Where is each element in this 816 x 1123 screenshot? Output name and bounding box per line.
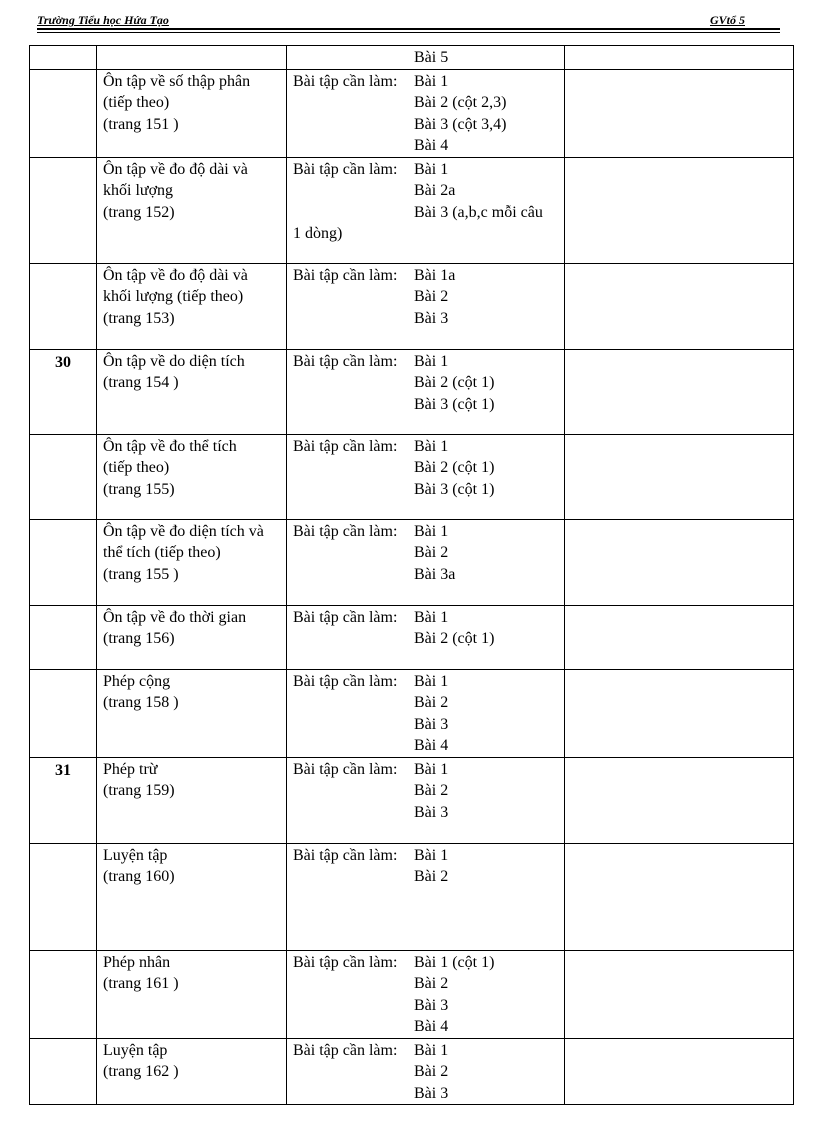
lesson-cell bbox=[97, 69, 287, 157]
tasks-cell bbox=[287, 263, 565, 349]
lesson-line: thể tích (tiếp theo) bbox=[103, 544, 221, 561]
table-row bbox=[30, 605, 794, 669]
tasks-cell bbox=[287, 349, 565, 434]
lesson-cell bbox=[97, 757, 287, 843]
lesson-line: Ôn tập về đo diện tích và bbox=[103, 522, 264, 540]
task-item: Bài 3 bbox=[414, 996, 449, 1014]
week-cell: 30 bbox=[30, 349, 97, 434]
lesson-line: (trang 159) bbox=[103, 782, 175, 799]
tasks-cell bbox=[287, 157, 565, 263]
task-item: Bài 3 (a,b,c mỗi câu bbox=[414, 203, 543, 221]
task-item: Bài 2a bbox=[414, 182, 456, 199]
table-row bbox=[30, 757, 794, 843]
task-item-continuation: 1 dòng) bbox=[293, 225, 343, 242]
table-row bbox=[30, 263, 794, 349]
notes-cell bbox=[565, 1038, 794, 1105]
table-row bbox=[30, 950, 794, 1038]
task-item: Bài 1 bbox=[414, 760, 449, 778]
task-label: Bài tập cần làm: bbox=[293, 760, 398, 778]
lesson-line: Phép cộng bbox=[103, 672, 171, 690]
task-item: Bài 2 bbox=[414, 288, 449, 305]
lesson-line: (tiếp theo) bbox=[103, 459, 170, 476]
lesson-line: (trang 161 ) bbox=[103, 975, 179, 992]
notes-cell bbox=[565, 263, 794, 349]
week-cell bbox=[30, 434, 97, 519]
task-item: Bài 2 (cột 1) bbox=[414, 374, 495, 391]
lesson-cell bbox=[97, 519, 287, 605]
task-item: Bài 3 bbox=[414, 1084, 449, 1102]
task-item: Bài 2 (cột 2,3) bbox=[414, 94, 507, 111]
lesson-line: Ôn tập về do diện tích bbox=[103, 352, 245, 370]
lesson-line: (trang 152) bbox=[103, 203, 175, 221]
task-label: Bài tập cần làm: bbox=[293, 672, 398, 690]
week-cell: 31 bbox=[30, 757, 97, 843]
week-cell bbox=[30, 157, 97, 263]
notes-cell bbox=[565, 349, 794, 434]
task-item: Bài 2 bbox=[414, 1063, 449, 1080]
lesson-line: khối lượng (tiếp theo) bbox=[103, 288, 244, 305]
tasks-cell bbox=[287, 434, 565, 519]
week-cell bbox=[30, 605, 97, 669]
task-item: Bài 3 (cột 3,4) bbox=[414, 115, 507, 133]
task-item: Bài 3a bbox=[414, 565, 456, 583]
lesson-line: (trang 155) bbox=[103, 480, 175, 498]
notes-cell bbox=[565, 757, 794, 843]
lesson-line: Ôn tập về đo thể tích bbox=[103, 437, 237, 455]
lesson-cell bbox=[97, 157, 287, 263]
task-item: Bài 1 bbox=[414, 672, 449, 690]
task-item: Bài 3 (cột 1) bbox=[414, 395, 495, 413]
table-row bbox=[30, 1038, 794, 1105]
week-cell bbox=[30, 519, 97, 605]
task-item: Bài 1 bbox=[414, 72, 449, 90]
lesson-line: (trang 156) bbox=[103, 630, 175, 647]
task-item: Bài 2 bbox=[414, 694, 449, 711]
task-item: Bài 2 (cột 1) bbox=[414, 459, 495, 476]
week-cell bbox=[30, 263, 97, 349]
table-row bbox=[30, 349, 794, 434]
tasks-cell bbox=[287, 669, 565, 757]
notes-cell bbox=[565, 69, 794, 157]
lesson-cell bbox=[97, 349, 287, 434]
task-item: Bài 3 bbox=[414, 715, 449, 733]
week-cell bbox=[30, 1038, 97, 1105]
task-item: Bài 1 bbox=[414, 608, 449, 626]
task-item: Bài 3 bbox=[414, 309, 449, 327]
header-rule-thick bbox=[37, 28, 780, 30]
task-item: Bài 4 bbox=[414, 137, 449, 154]
lesson-line: Ôn tập về đo thời gian bbox=[103, 608, 247, 626]
notes-cell bbox=[565, 46, 794, 70]
task-label: Bài tập cần làm: bbox=[293, 953, 398, 971]
task-item: Bài 5 bbox=[414, 49, 449, 66]
task-item: Bài 1 bbox=[414, 1041, 449, 1059]
lesson-line: (trang 158 ) bbox=[103, 694, 179, 711]
week-cell bbox=[30, 69, 97, 157]
lesson-line: (trang 154 ) bbox=[103, 374, 179, 391]
notes-cell bbox=[565, 157, 794, 263]
lesson-line: Phép trừ bbox=[103, 760, 158, 778]
week-cell bbox=[30, 843, 97, 950]
lesson-line: (tiếp theo) bbox=[103, 94, 170, 111]
task-label: Bài tập cần làm: bbox=[293, 437, 398, 455]
tasks-cell bbox=[287, 69, 565, 157]
lesson-cell bbox=[97, 843, 287, 950]
lesson-cell bbox=[97, 46, 287, 70]
table-row bbox=[30, 519, 794, 605]
task-label: Bài tập cần làm: bbox=[293, 846, 398, 864]
week-cell bbox=[30, 669, 97, 757]
table-row bbox=[30, 434, 794, 519]
task-label bbox=[293, 47, 414, 69]
task-item: Bài 4 bbox=[414, 737, 449, 754]
task-item: Bài 3 bbox=[414, 803, 449, 821]
lesson-plan-body bbox=[30, 46, 794, 1105]
task-item: Bài 3 (cột 1) bbox=[414, 480, 495, 498]
task-item: Bài 4 bbox=[414, 1018, 449, 1035]
table-row bbox=[30, 46, 794, 70]
task-label: Bài tập cần làm: bbox=[293, 608, 398, 626]
lesson-cell bbox=[97, 605, 287, 669]
tasks-cell bbox=[287, 519, 565, 605]
tasks-cell bbox=[287, 843, 565, 950]
task-item: Bài 1 (cột 1) bbox=[414, 953, 495, 971]
task-item: Bài 1 bbox=[414, 846, 449, 864]
lesson-line: (trang 162 ) bbox=[103, 1063, 179, 1080]
task-item: Bài 1 bbox=[414, 160, 449, 178]
tasks-cell bbox=[287, 950, 565, 1038]
task-item: Bài 1 bbox=[414, 352, 449, 370]
notes-cell bbox=[565, 434, 794, 519]
week-cell bbox=[30, 950, 97, 1038]
notes-cell bbox=[565, 950, 794, 1038]
task-label: Bài tập cần làm: bbox=[293, 160, 398, 178]
week-cell bbox=[30, 46, 97, 70]
tasks-cell bbox=[287, 757, 565, 843]
notes-cell bbox=[565, 519, 794, 605]
tasks-cell bbox=[287, 605, 565, 669]
task-item: Bài 2 bbox=[414, 782, 449, 799]
lesson-cell bbox=[97, 950, 287, 1038]
task-item: Bài 2 bbox=[414, 868, 449, 885]
lesson-line: Luyện tập bbox=[103, 1041, 168, 1059]
task-label: Bài tập cần làm: bbox=[293, 72, 398, 90]
lesson-line: Ôn tập về đo độ dài và bbox=[103, 266, 248, 284]
task-label: Bài tập cần làm: bbox=[293, 266, 398, 284]
task-item: Bài 2 (cột 1) bbox=[414, 630, 495, 647]
lesson-line: Phép nhân bbox=[103, 953, 171, 971]
table-row bbox=[30, 843, 794, 950]
school-name: Trường Tiểu học Hứa Tạo bbox=[37, 13, 169, 27]
lesson-line: (trang 160) bbox=[103, 868, 175, 885]
lesson-line: (trang 151 ) bbox=[103, 115, 179, 133]
lesson-plan-table bbox=[29, 45, 794, 1105]
task-label: Bài tập cần làm: bbox=[293, 352, 398, 370]
header-rule-thin bbox=[37, 32, 780, 33]
lesson-line: Ôn tập về đo độ dài và bbox=[103, 160, 248, 178]
notes-cell bbox=[565, 605, 794, 669]
lesson-line: Luyện tập bbox=[103, 846, 168, 864]
notes-cell bbox=[565, 669, 794, 757]
page-header bbox=[37, 13, 780, 31]
task-item: Bài 2 bbox=[414, 975, 449, 992]
lesson-line: Ôn tập về số thập phân bbox=[103, 72, 251, 90]
lesson-cell bbox=[97, 669, 287, 757]
task-item: Bài 1 bbox=[414, 522, 449, 540]
lesson-cell bbox=[97, 1038, 287, 1105]
tasks-cell bbox=[287, 46, 565, 70]
table-row bbox=[30, 669, 794, 757]
task-item: Bài 1a bbox=[414, 266, 456, 284]
table-row bbox=[30, 157, 794, 263]
task-item: Bài 2 bbox=[414, 544, 449, 561]
lesson-line: khối lượng bbox=[103, 182, 174, 199]
teacher-group: GVtổ 5 bbox=[709, 13, 745, 27]
notes-cell bbox=[565, 843, 794, 950]
lesson-cell bbox=[97, 263, 287, 349]
tasks-cell bbox=[287, 1038, 565, 1105]
task-label: Bài tập cần làm: bbox=[293, 522, 398, 540]
table-row bbox=[30, 69, 794, 157]
lesson-line: (trang 153) bbox=[103, 309, 175, 327]
lesson-cell bbox=[97, 434, 287, 519]
task-item: Bài 1 bbox=[414, 437, 449, 455]
lesson-line: (trang 155 ) bbox=[103, 565, 179, 583]
task-label: Bài tập cần làm: bbox=[293, 1041, 398, 1059]
